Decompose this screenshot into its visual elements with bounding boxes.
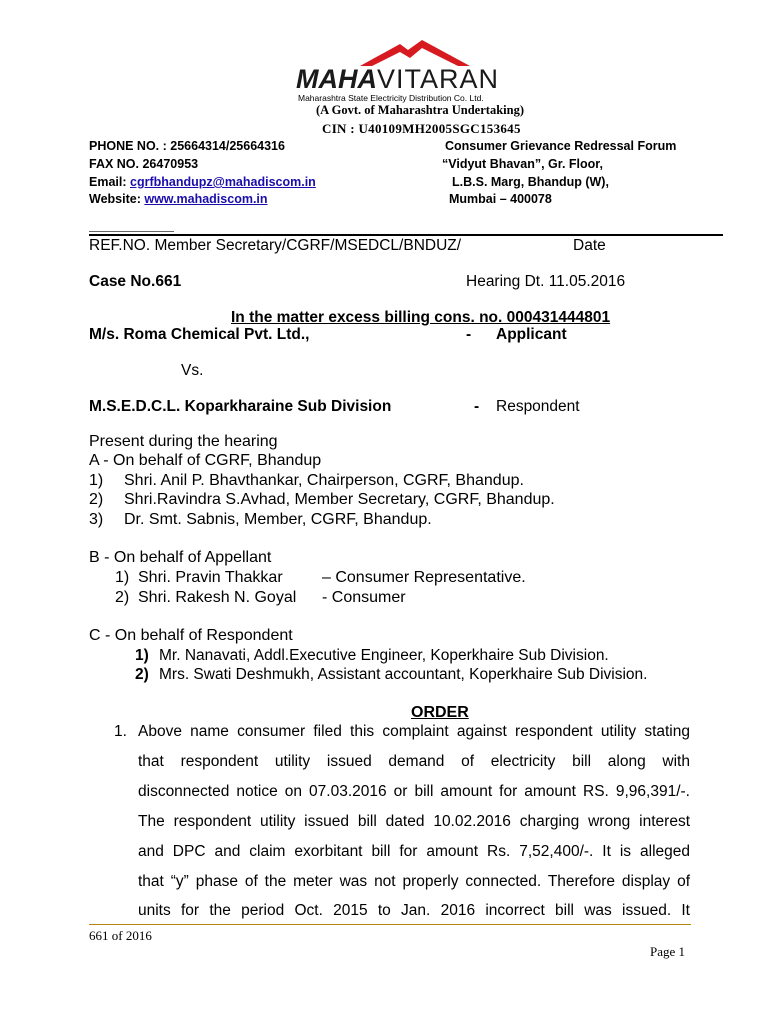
address-line-3: Mumbai – 400078 [449,192,552,206]
respondent-label: Respondent [496,398,580,415]
order-heading: ORDER [411,704,469,721]
list-item [89,491,103,509]
order-line: Above name consumer filed this complaint against respondent utility stating [138,723,690,740]
appellant-role: - Consumer [322,589,406,606]
respondent-rep: Mr. Nanavati, Addl.Executive Engineer, Koperkhaire Sub Division. [159,647,609,664]
hearing-date: Hearing Dt. 11.05.2016 [466,273,626,290]
list-num: 2) [135,666,149,683]
address-line-1: “Vidyut Bhavan”, Gr. Floor, [442,157,603,171]
matter-title: In the matter excess billing cons. no. 000431444801 [231,309,611,326]
logo-tagline: Maharashtra State Electricity Distribution Co. Ltd. [298,93,484,103]
email-link[interactable]: cgrfbhandupz@mahadiscom.in [130,175,316,189]
list-num: 1) [89,472,104,489]
forum-name: Consumer Grievance Redressal Forum [445,139,677,153]
section-c-heading: C - On behalf of Respondent [89,627,293,644]
versus: Vs. [181,362,204,379]
footer-case-ref: 661 of 2016 [89,928,152,943]
appellant-name: Shri. Pravin Thakkar [138,569,283,586]
list-num: 1) [135,647,149,664]
list-num: 1) [115,569,130,586]
section-a-heading: A - On behalf of CGRF, Bhandup [89,452,322,469]
order-line: that respondent utility issued demand of electricity bill along with [138,753,690,770]
list-num: 2) [115,589,130,606]
appellant-name: Shri. Rakesh N. Goyal [138,589,297,606]
fax-number: FAX NO. 26470953 [89,157,199,171]
applicant-dash: - [466,326,472,343]
appellant-role: – Consumer Representative. [322,569,526,586]
order-item-num: 1. [114,723,127,740]
cin-number: CIN : U40109MH2005SGC153645 [322,121,521,136]
list-item-text: Dr. Smt. Sabnis, Member, CGRF, Bhandup. [124,511,432,528]
order-line: units for the period Oct. 2015 to Jan. 2016 incorrect bill was issued. It [138,902,690,919]
brand-vitaran: VITARAN [377,64,500,94]
logo [290,36,540,103]
list-item [89,472,103,490]
email-line [89,175,316,189]
govt-undertaking: (A Govt. of Maharashtra Undertaking) [316,103,524,117]
list-item-text: Shri.Ravindra S.Avhad, Member Secretary, CGRF, Bhandup. [124,491,555,508]
list-item-text: Shri. Anil P. Bhavthankar, Chairperson, CGRF, Bhandup. [124,472,524,489]
section-b-heading: B - On behalf of Appellant [89,549,272,566]
order-line: and DPC and claim exorbitant bill for amount Rs. 7,52,400/-. It is alleged [138,843,690,860]
order-line: disconnected notice on 07.03.2016 or bill amount for amount RS. 9,96,391/-. [138,783,690,800]
address-line-2: L.B.S. Marg, Bhandup (W), [452,175,609,189]
website-line [89,192,268,206]
ref-number: REF.NO. Member Secretary/CGRF/MSEDCL/BNDUZ/ [89,237,462,254]
order-line: that “y” phase of the meter was not properly connected. Therefore display of [138,873,690,890]
phone-number: PHONE NO. : 25664314/25664316 [89,139,285,153]
footer-divider [89,924,691,925]
case-number: Case No.661 [89,273,182,290]
respondent-rep: Mrs. Swati Deshmukh, Assistant accountant, Koperkhaire Sub Division. [159,666,648,683]
email-label: Email: [89,175,130,189]
order-line: The respondent utility issued bill dated 10.02.2016 charging wrong interest [138,813,690,830]
respondent-name: M.S.E.D.C.L. Koparkharaine Sub Division [89,398,392,415]
page-number: Page 1 [650,944,686,959]
website-link[interactable]: www.mahadiscom.in [144,192,268,206]
applicant-label: Applicant [496,326,567,343]
brand-maha: MAHA [296,64,377,94]
website-label: Website: [89,192,145,206]
respondent-dash: - [474,398,480,415]
list-num: 2) [89,491,104,508]
applicant-name: M/s. Roma Chemical Pvt. Ltd., [89,326,310,343]
header-divider [89,234,723,236]
list-num: 3) [89,511,104,528]
date-label: Date [573,237,606,254]
header-divider-short [89,231,174,232]
present-heading: Present during the hearing [89,433,278,450]
list-item [89,511,103,529]
